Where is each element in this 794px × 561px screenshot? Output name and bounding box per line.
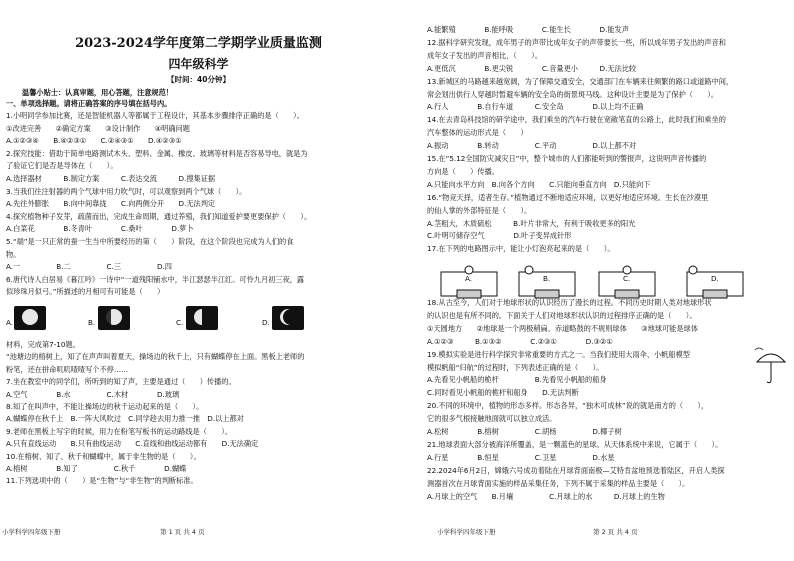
question-text-line: 16.“物竞天择，适者生存。”植物通过不断地适应环境，以更好地适应环境。生长在沙漠里 xyxy=(427,192,709,202)
moon-half-image xyxy=(186,306,218,330)
exam-time: 【时间：40分钟】 xyxy=(167,75,230,84)
question-text-line: 21.地球表面大部分被海洋所覆盖，是一颗蓝色的星球。从天体系统中来说，它属于（ ）。 xyxy=(427,439,723,449)
question-text-line: 似珍珠月似弓。”所描述的月相可有可能是（ ） xyxy=(6,287,165,297)
question-text-line: 22.2024年6月2日，嫦娥六号成功着陆在月球背面南极—艾特肯盆地预选着陆区，开启人类探 xyxy=(427,465,725,475)
question-text-line: 模拟帆船“归航”的过程时，下列表述正确的是（ ）。 xyxy=(427,362,604,372)
question-text-line: C.叶明可储存空气 D.叶子变异成针形 xyxy=(427,231,572,241)
circuit-diagram-a xyxy=(435,264,503,300)
question-text-line: A.只有直线运动 B.只有曲线运动 C.直线和曲线运动都有 D.无法确定 xyxy=(6,439,259,449)
footer-subject: 小学科学四年级下册 xyxy=(437,528,496,536)
question-text-line: 8.知了在叫声中，不能让操场边的秋千运动起来的是（ ）。 xyxy=(6,402,204,411)
circuit-label: D. xyxy=(711,274,719,283)
right-page xyxy=(397,0,794,561)
question-text-line: A.行人 B.自行车道 C.安全岛 D.以上均不正确 xyxy=(427,102,644,112)
question-text-line: A.月球上的空气 B.月壤 C.月球上的水 D.月球上的生物 xyxy=(427,491,665,501)
moon-option-label: B. xyxy=(88,318,96,327)
question-text-line: 19.模拟实验是进行科学探究非常重要的方式之一。当我们使用大雨伞、小帆船模型 xyxy=(427,349,690,359)
footer-subject: 小学科学四年级下册 xyxy=(2,528,61,536)
circuit-label: C. xyxy=(623,274,631,283)
question-text-line: 15.在“5.12全国防灾减灾日”中，整个城市的人们都能听到的警报声，这说明声音传播的 xyxy=(427,154,707,163)
question-text-line: 1.小明同学参加比赛，还是智能机器人等都属于工程设计，其基本步骤排序正确的是（ ）。 xyxy=(6,111,304,120)
footer-page-number: 第 1 页 共 4 页 xyxy=(160,528,205,536)
moon-crescent-image xyxy=(272,306,304,330)
question-text-line: 的认识也是有所不同的。下面关于人们对地球形状认识的过程排序正确的是（ ）。 xyxy=(427,310,697,320)
question-text-line: C.同时看见小帆船的桅杆和船身 D.无法判断 xyxy=(427,388,579,398)
question-text-line: 汽车整体的运动形式是（ ） xyxy=(427,128,528,138)
moon-option-label: C. xyxy=(176,318,184,327)
question-text-line: “池塘边的榕树上，知了在声声叫着夏天，操场边的秋千上，只有蝴蝶停在上面。黑板上老师的 xyxy=(6,352,305,362)
question-text-line: A.空气 B.水 C.木材 D.玻璃 xyxy=(6,389,180,399)
question-text-line: 14.在去青岛科技馆的研学途中，我们乘坐的汽车行驶在宽敞笔直的公路上，此时我们和乘坐的 xyxy=(427,115,726,125)
question-text-line: 4.探究植物种子发芽，疏菌而出，完成生命周期，通过养殖，我们知道爱护要更要保护（ ）。 xyxy=(6,211,312,221)
question-text-line: A.蝴蝶停在秋千上 B.一阵大风吹过 C.同学趁去用力推一推 D.以上都对 xyxy=(6,414,244,424)
question-text-line: A.选择器材 B.制定方案 C.表达交流 D.搜集证据 xyxy=(6,174,216,183)
question-text-line: 5.“端”是一只正常的蚕一生当中所要经历的第（ ）阶段，在这个阶段也完成为人们的食 xyxy=(6,237,294,246)
moon-gibbous-image xyxy=(98,306,130,330)
question-text-line: A.先看见小帆船的桅杆 B.先看见小帆船的船身 xyxy=(427,375,607,385)
footer-page-number: 第 2 页 共 4 页 xyxy=(593,528,638,536)
moon-full-image xyxy=(14,306,46,330)
question-text-line: 13.新城区的马路越来越宽阔，为了保障交通安全，交通部门在车辆来往频繁的路口或道路中间， xyxy=(427,76,734,86)
question-text-line: 成年女子发出的声音相比，（ ）。 xyxy=(427,50,542,60)
question-text-line: 材料，完成第7-10题。 xyxy=(6,340,80,349)
question-text-line: A.①②③ B.①③② C.②③① D.③②① xyxy=(427,336,613,346)
moon-option-label: A. xyxy=(6,318,14,327)
question-text-line: 方向是（ ）传播。 xyxy=(427,166,499,176)
question-text-line: A.白菜花 B.冬青叶 C.桑叶 D.萝卜 xyxy=(6,224,194,234)
question-text-line: A.一 B.二 C.三 D.四 xyxy=(6,262,172,272)
question-text-line: ①天圆地方 ②地球是一个两极稍扁、赤道略鼓的不规则球体 ③地球可能是球体 xyxy=(427,323,698,333)
question-text-line: A.先往外膨胀 B.向中间靠拢 C.向两侧分开 D.无法判定 xyxy=(6,199,216,209)
question-text-line: A.榕树 B.知了 C.秋千 D.蝴蝶 xyxy=(6,464,187,473)
question-text-line: 它的很多气根接触地面就可以独立成活。 xyxy=(427,414,557,424)
question-text-line: 粉笔，还在拼命叽叽喳喳写个不停…… xyxy=(6,364,129,374)
section-heading: 一、单项选择题。请将正确答案的序号填在括号内。 xyxy=(6,99,172,108)
question-text-line: A.只能向水平方向 B.向各个方向 C.只能向垂直方向 D.只能向下 xyxy=(427,179,651,189)
umbrella-doodle-image xyxy=(753,344,789,388)
question-text-line: 20.不同的环境中，植物的形态多样。形态各异，“独木可成林”说的就是南方的（ ）， xyxy=(427,401,709,411)
question-text-line: 常会划出供行人穿越时暂避车辆的安全岛的街景斑马线。这种设计主要是为了保护（ ）。 xyxy=(427,89,719,99)
exam-title: 2023-2024学年度第二学期学业质量监测 xyxy=(75,36,322,51)
question-text-line: A.行星 B.恒星 C.卫星 D.水星 xyxy=(427,452,615,462)
question-text-line: A.茎粗大，木质硫松 B.叶片非常大，有利于吸收更多的阳光 xyxy=(427,218,636,228)
question-text-line: 10.在榕树、知了、秋千和蝴蝶中，属于非生物的是（ ）。 xyxy=(6,451,201,461)
grade-title: 四年级科学 xyxy=(168,57,229,71)
question-text-line: A.能繁殖 B.能呼吸 C.能生长 D.能发声 xyxy=(427,25,629,34)
question-text-line: 18.从古至今，人们对于地球形状的认识经历了漫长的过程。不同历史时期人类对地球形状 xyxy=(427,298,712,307)
circuit-label: B. xyxy=(543,274,551,283)
question-text-line: 3.当我们往注射器的两个气球中用力吹气时，可以观察到两个气球（ ）。 xyxy=(6,186,247,196)
moon-option-label: D. xyxy=(262,318,270,327)
question-text-line: 测器首次在月球背面实施的样品采集任务，下列不属于采集的样品主要是（ ）。 xyxy=(427,478,690,488)
circuit-diagram-b xyxy=(513,264,581,300)
question-text-line: 12.据科学研究发现，成年男子的声带比成年女子的声带要长一些，所以成年男子发出的声音和 xyxy=(427,37,726,47)
circuit-label: A. xyxy=(465,274,473,283)
circuit-diagram-d xyxy=(681,264,749,300)
question-text-line: 7.坐在教室中的同学们，所听到的知了声，主要是通过（ ）传播的。 xyxy=(6,377,236,387)
question-text-line: 了验证它们是否是导体在（ ）。 xyxy=(6,161,118,171)
question-text-line: A.松树 B.榕树 C.胡杨 D.椰子树 xyxy=(427,427,622,436)
question-text-line: 物。 xyxy=(6,249,21,259)
circuit-diagram-c xyxy=(593,264,661,300)
question-text-line: 2.探究技能：借助于简单电路测试木头、塑料、金属、橡皮、玻璃等材料是否容易导电，就是为 xyxy=(6,148,308,158)
question-text-line: A.振动 B.转动 C.平动 D.以上都不对 xyxy=(427,141,637,151)
question-text-line: 9.老师在黑板上写字的时候，用力在粉笔写板书的运动路线是（ ）。 xyxy=(6,426,233,436)
question-text-line: 11.下列选项中的（ ）是“生物”与“非生物”的判断标准。 xyxy=(6,476,198,486)
question-text-line: A.更低沉 B.更尖锐 C.音量更小 D.无法比较 xyxy=(427,63,637,73)
question-text-line: 的仙人掌的外部特征是（ ）。 xyxy=(427,205,532,215)
question-text-line: ①改进完善 ②确定方案 ③设计制作 ④明确问题 xyxy=(6,123,190,133)
question-text-line: 17.在下列的电路图示中，能让小灯泡亮起来的是（ ）。 xyxy=(427,244,615,254)
question-text-line: A.①②③④ B.④②③① C.②④③① D.④②③① xyxy=(6,136,182,146)
question-text-line: 6.唐代诗人白居易《暮江吟》一诗中“一道残阳铺水中，半江瑟瑟半江红。可怜九月初三夜，露 xyxy=(6,274,305,284)
tip-text: 温馨小贴士：认真审题，用心答题，注意规范！ xyxy=(22,88,173,97)
